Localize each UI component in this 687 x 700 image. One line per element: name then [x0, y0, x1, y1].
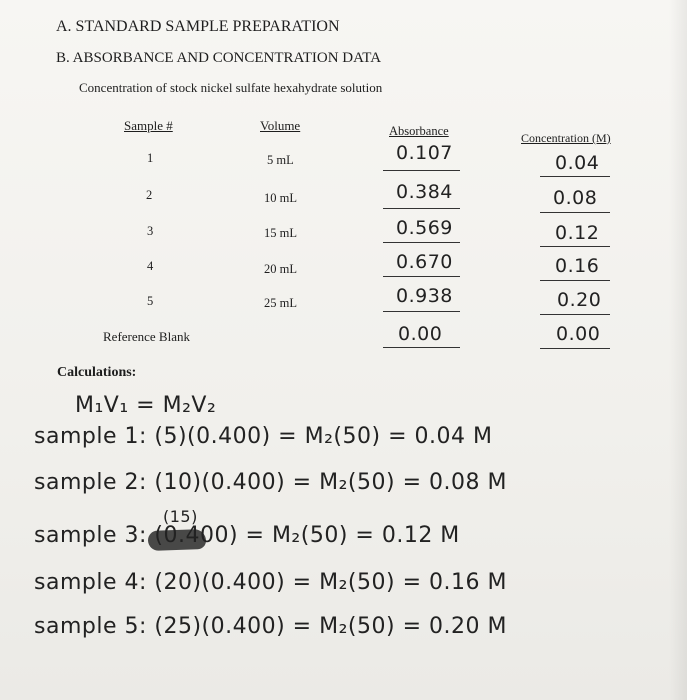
calc-line-sample-5: sample 5: (25)(0.400) = M₂(50) = 0.20 M: [34, 614, 507, 639]
row-3-absorbance: 0.569: [396, 217, 453, 239]
row-3-concentration: 0.12: [555, 222, 600, 244]
row-4-absorbance-line: [383, 276, 460, 277]
blank-concentration: 0.00: [556, 323, 601, 345]
row-4-absorbance: 0.670: [396, 251, 453, 273]
row-3-concentration-line: [540, 246, 610, 247]
row-4-concentration-line: [540, 280, 610, 281]
row-2-concentration-line: [540, 212, 610, 213]
dilution-formula: M₁V₁ = M₂V₂: [75, 393, 217, 418]
row-1-absorbance: 0.107: [396, 142, 453, 164]
row-1-concentration-line: [540, 176, 610, 177]
row-4-concentration: 0.16: [555, 255, 600, 277]
page-edge-shadow: [669, 0, 687, 700]
row-1-volume: 5 mL: [267, 153, 294, 167]
row-4-sample: 4: [147, 259, 154, 273]
blank-absorbance: 0.00: [398, 323, 443, 345]
section-a-title: A. STANDARD SAMPLE PREPARATION: [56, 18, 340, 35]
row-3-volume: 15 mL: [264, 226, 297, 240]
header-volume: Volume: [260, 118, 301, 133]
row-5-absorbance-line: [383, 311, 460, 312]
header-sample: Sample #: [124, 118, 173, 133]
row-2-absorbance-line: [383, 208, 460, 209]
row-5-volume: 25 mL: [264, 296, 297, 310]
section-b-title: B. ABSORBANCE AND CONCENTRATION DATA: [56, 50, 382, 66]
calc-line-sample-4: sample 4: (20)(0.400) = M₂(50) = 0.16 M: [34, 570, 507, 595]
row-2-concentration: 0.08: [553, 187, 598, 209]
table-subtitle: Concentration of stock nickel sulfate hexahydrate solution: [79, 80, 383, 95]
row-4-volume: 20 mL: [264, 262, 297, 276]
calc-line-sample-2: sample 2: (10)(0.400) = M₂(50) = 0.08 M: [34, 470, 507, 495]
row-3-absorbance-line: [383, 242, 460, 243]
sample-3-overwrite: (15): [163, 507, 198, 526]
header-absorbance: Absorbance: [389, 124, 449, 138]
row-5-absorbance: 0.938: [396, 285, 453, 307]
calculations-label: Calculations:: [57, 365, 137, 380]
row-5-concentration: 0.20: [557, 289, 602, 311]
row-5-concentration-line: [540, 314, 610, 315]
reference-blank-label: Reference Blank: [103, 329, 190, 344]
row-2-volume: 10 mL: [264, 191, 297, 205]
header-concentration: Concentration (M): [521, 131, 611, 145]
calc-line-sample-1: sample 1: (5)(0.400) = M₂(50) = 0.04 M: [34, 424, 493, 449]
row-1-sample: 1: [147, 151, 154, 165]
row-1-absorbance-line: [383, 170, 460, 171]
blank-absorbance-line: [383, 347, 460, 348]
calc-line-sample-3: sample 3: (0.400) = M₂(50) = 0.12 M: [34, 523, 460, 548]
row-2-absorbance: 0.384: [396, 181, 453, 203]
blank-concentration-line: [540, 348, 610, 349]
row-2-sample: 2: [146, 188, 153, 202]
row-3-sample: 3: [147, 224, 154, 238]
row-5-sample: 5: [147, 294, 154, 308]
row-1-concentration: 0.04: [555, 152, 600, 174]
